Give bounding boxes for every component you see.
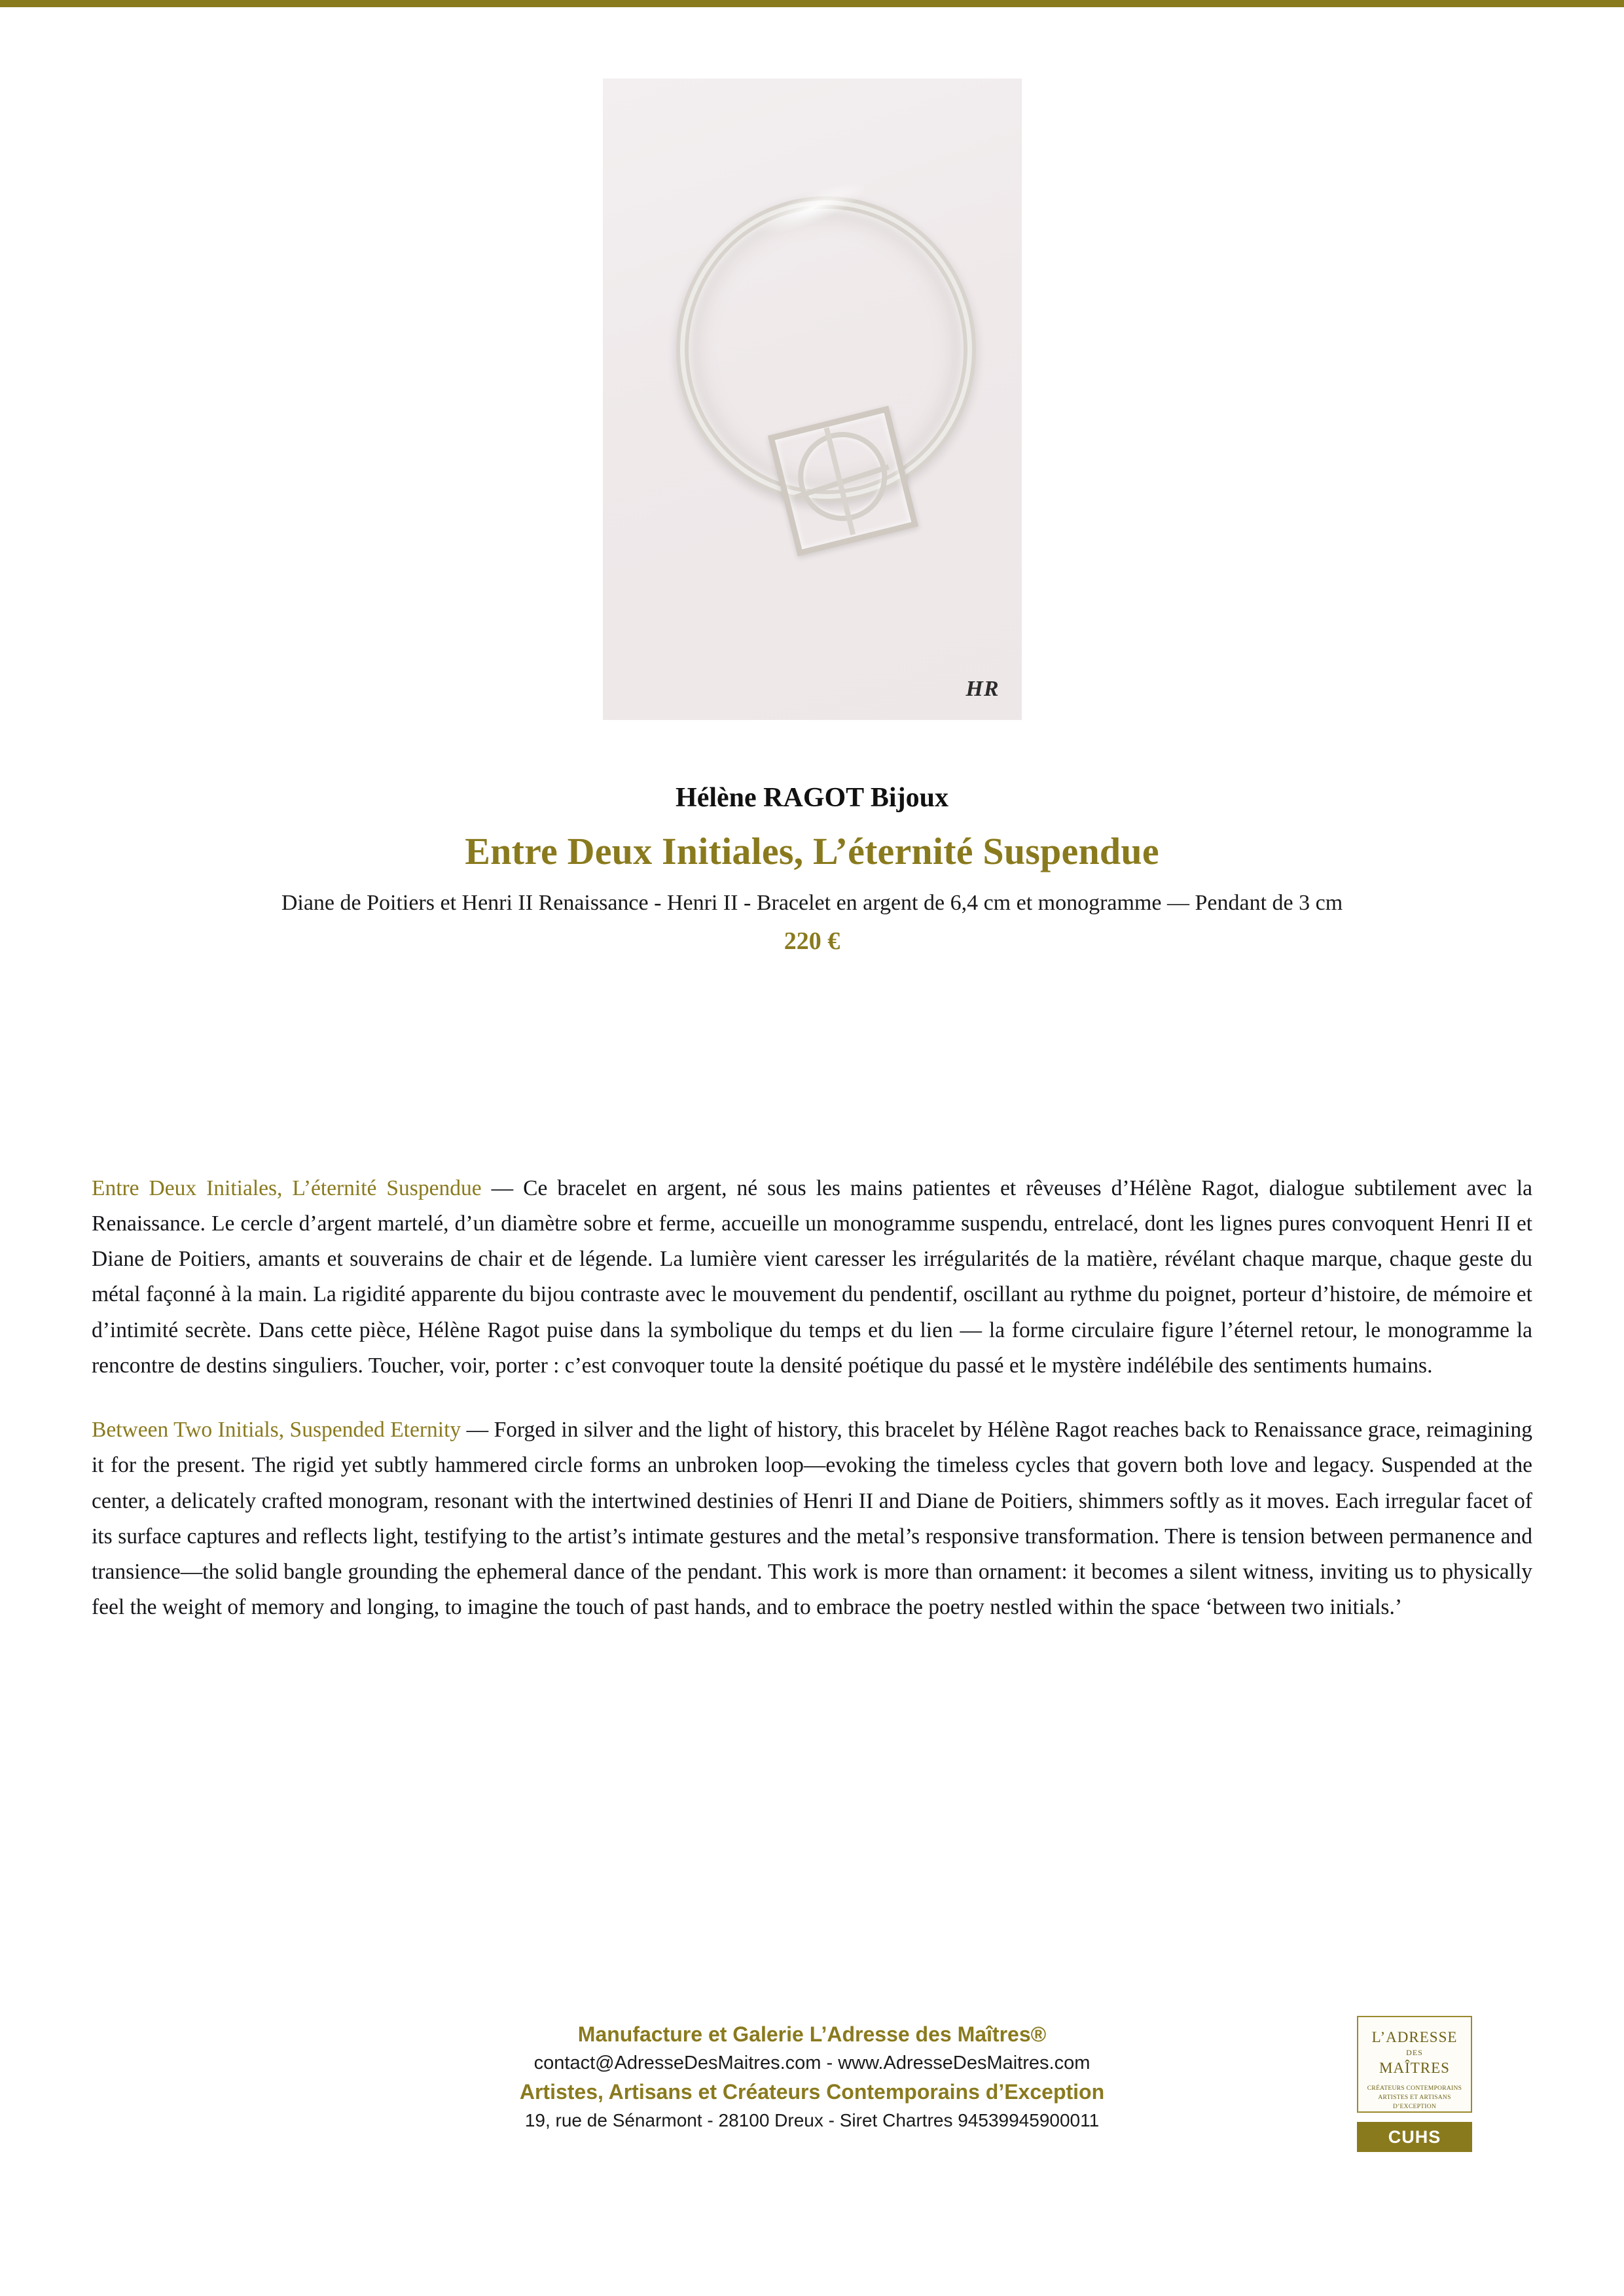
footer-contact-line[interactable]: contact@AdresseDesMaitres.com - www.AdresseDesMaitres.com (533, 2053, 1091, 2073)
title-block (92, 782, 1532, 956)
paragraph-english (92, 1412, 1532, 1626)
footer-company-name: Manufacture et Galerie L’Adresse des Maîtres® (577, 2022, 1047, 2046)
brand-badge-wrap (1357, 2016, 1475, 2152)
footer-contact-block (236, 2022, 1388, 2131)
paragraph-english-lead: Between Two Initials, Suspended Eternity (92, 1418, 461, 1443)
badge-line-4: CRÉATEURS CONTEMPORAINS ARTISTES ET ARTISANS D’EXCEPTION (1367, 2085, 1462, 2110)
badge-line-3: MAÎTRES (1379, 2060, 1450, 2076)
footer-tagline: Artistes, Artisans et Créateurs Contemporains d’Exception (519, 2080, 1105, 2104)
artist-name: Hélène RAGOT Bijoux (676, 783, 948, 813)
page-title: Entre Deux Initiales, L’éternité Suspendue (465, 830, 1159, 872)
artist-initials-watermark: HR (965, 677, 1000, 701)
paragraph-english-text: — Forged in silver and the light of history, this bracelet by Hélène Ragot reaches back to Renaissance grace, reimagining it for the present. The rigid yet subtly hammered circle forms an unbroken loop—evoking the timeless cycles that govern both love and legacy. Suspended at the center, a delicately crafted monogram, resonant with the intertwined destinies of Henri II and Diane de Poitiers, shimmers softly as it moves. Each irregular facet of its surface captures and reflects light, testifying to the artist’s intimate gestures and the metal’s responsive transformation. There is tension between permanence and transience—the solid bangle grounding the ephemeral dance of the pendant. This work is more than ornament: it becomes a silent witness, inviting us to physically feel the weight of memory and longing, to imagine the touch of past hands, and to embrace the poetry nestled within the space ‘between two initials.’ (92, 1418, 1532, 1620)
description-block (92, 1149, 1532, 1655)
paragraph-french-text: — Ce bracelet en argent, né sous les mains patientes et rêveuses d’Hélène Ragot, dialogue subtilement avec la Renaissance. Le cercle d’argent martelé, d’un diamètre sobre et ferme, accueille un monogramme suspendu, entrelacé, dont les lignes pures convoquent Henri II et Diane de Poitiers, amants et souverains de chair et de légende. La lumière vient caresser les irrégularités de la matière, révélant chaque marque, chaque geste du métal façonné à la main. La rigidité apparente du bijou contraste avec le mouvement du pendentif, oscillant au rythme du poignet, porteur d’histoire, de mémoire et d’intimité secrète. Dans cette pièce, Hélène Ragot puise dans la symbolique du temps et du lien — la forme circulaire figure l’éternel retour, le monogramme la rencontre de destins singuliers. Toucher, voir, porter : c’est convoquer toute la densité poétique du passé et le mystère indélébile des sentiments humains. (92, 1175, 1532, 1378)
product-photo-background (603, 79, 1022, 720)
price-label: 220 € (784, 927, 840, 956)
badge-line-1: L’ADRESSE (1371, 2029, 1458, 2045)
product-photo (603, 79, 1022, 720)
cuhs-tag: CUHS (1357, 2122, 1472, 2152)
top-accent-rule (0, 0, 1624, 7)
paragraph-french (92, 1171, 1532, 1384)
paragraph-french-lead: Entre Deux Initiales, L’éternité Suspendue (92, 1175, 482, 1200)
brand-badge (1357, 2016, 1472, 2113)
footer-address-line: 19, rue de Sénarmont - 28100 Dreux - Siret Chartres 94539945900011 (524, 2110, 1100, 2130)
badge-line-2: DES (1406, 2048, 1423, 2057)
work-subtitle: Diane de Poitiers et Henri II Renaissance - Henri II - Bracelet en argent de 6,4 cm et monogramme — Pendant de 3 cm (281, 891, 1343, 915)
